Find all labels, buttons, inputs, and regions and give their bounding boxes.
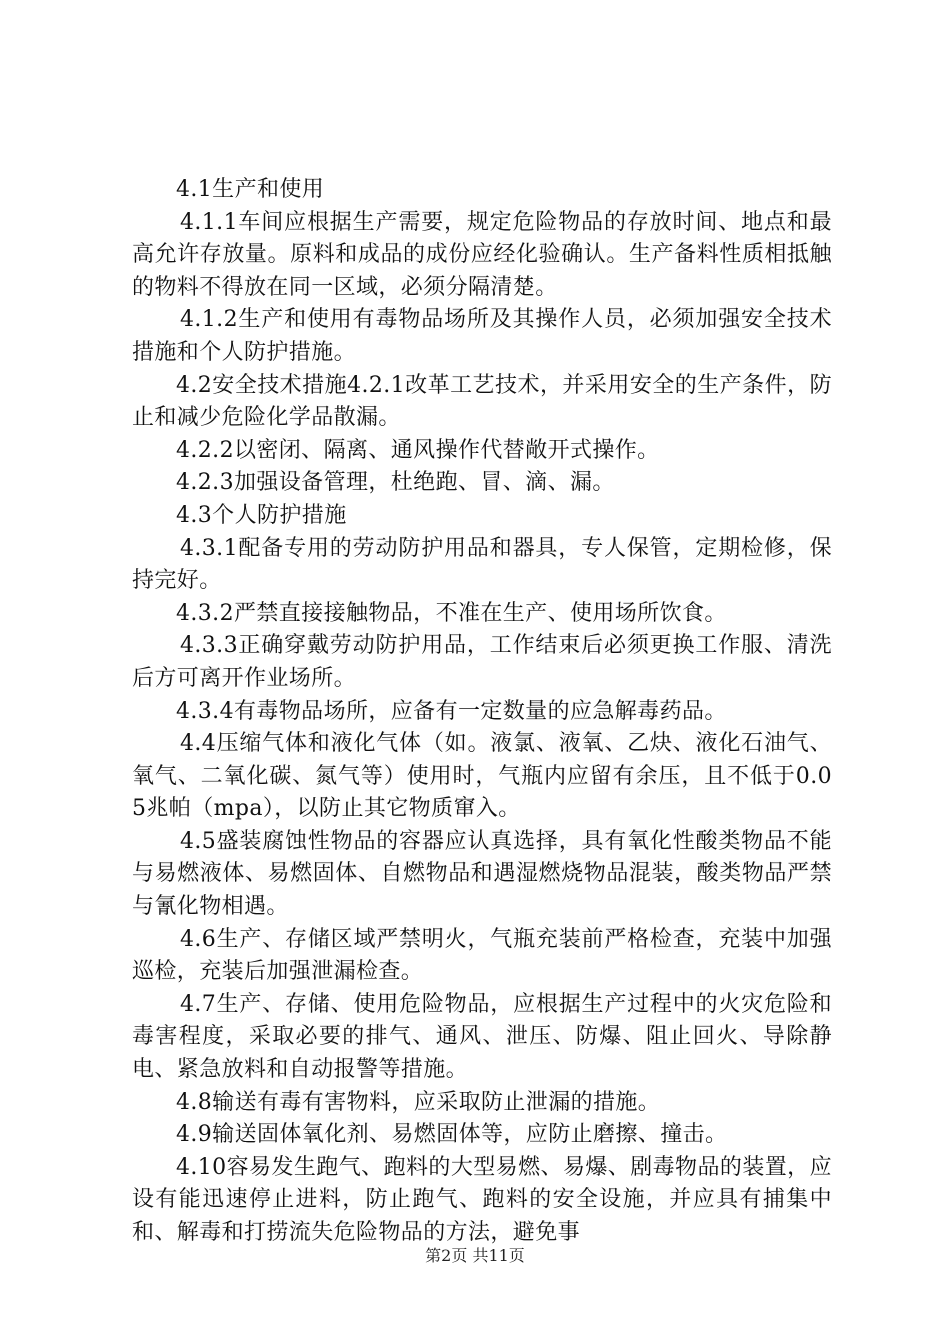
paragraph: 4.3.2严禁直接接触物品，不准在生产、使用场所饮食。 <box>176 600 727 626</box>
paragraph: 4.2.3加强设备管理，杜绝跑、冒、滴、漏。 <box>176 470 615 496</box>
paragraph: 4.1.2生产和使用有毒物品场所及其操作人员，必须加强安全技术措施和个人防护措施。 <box>132 307 832 365</box>
paragraph: 4.1生产和使用 <box>176 177 325 202</box>
paragraph: 4.7生产、存储、使用危险物品，应根据生产过程中的火灾危险和毒害程度，采取必要的排气、通风、泄压、防爆、阻止回火、导除静电、紧急放料和自动报警等措施。 <box>132 991 832 1083</box>
paragraph: 4.3.1配备专用的劳动防护用品和器具，专人保管，定期检修，保持完好。 <box>132 535 832 594</box>
paragraph: 4.3.4有毒物品场所，应备有一定数量的应急解毒药品。 <box>176 698 727 724</box>
paragraph: 4.3个人防护措施 <box>176 502 347 528</box>
paragraph: 4.6生产、存储区域严禁明火，气瓶充装前严格检查，充装中加强巡检，充装后加强泄漏检查。 <box>132 926 832 985</box>
paragraph: 4.5盛装腐蚀性物品的容器应认真选择，具有氧化性酸类物品不能与易燃液体、易燃固体、自燃物品和遇湿燃烧物品混装，酸类物品严禁与氰化物相遇。 <box>132 828 832 920</box>
paragraph: 4.2.2以密闭、隔离、通风操作代替敞开式操作。 <box>176 437 660 463</box>
paragraph: 4.9输送固体氧化剂、易燃固体等，应防止磨擦、撞击。 <box>176 1122 728 1148</box>
paragraph: 4.8输送有毒有害物料，应采取防止泄漏的措施。 <box>176 1089 661 1115</box>
paragraph: 4.2安全技术措施4.2.1改革工艺技术，并采用安全的生产条件，防止和减少危险化学品散漏。 <box>132 372 832 431</box>
document-body <box>132 174 832 1250</box>
paragraph: 4.4压缩气体和液化气体（如。液氯、液氧、乙炔、液化石油气、氧气、二氧化碳、氮气等）使用时，气瓶内应留有余压，且不低于0.05兆帕（mpa），以防止其它物质窜入。 <box>132 731 832 822</box>
page-number-footer: 第2页 共11页 <box>425 1246 525 1265</box>
paragraph: 4.1.1车间应根据生产需要，规定危险物品的存放时间、地点和最高允许存放量。原料和成品的成份应经化验确认。生产备料性质相抵触的物料不得放在同一区域，必须分隔清楚。 <box>132 209 832 300</box>
paragraph: 4.10容易发生跑气、跑料的大型易燃、易爆、剧毒物品的装置，应设有能迅速停止进料，防止跑气、跑料的安全设施，并应具有捕集中和、解毒和打捞流失危险物品的方法，避免事 <box>132 1154 832 1245</box>
paragraph: 4.3.3正确穿戴劳动防护用品，工作结束后必须更换工作服、清洗后方可离开作业场所。 <box>132 633 832 691</box>
